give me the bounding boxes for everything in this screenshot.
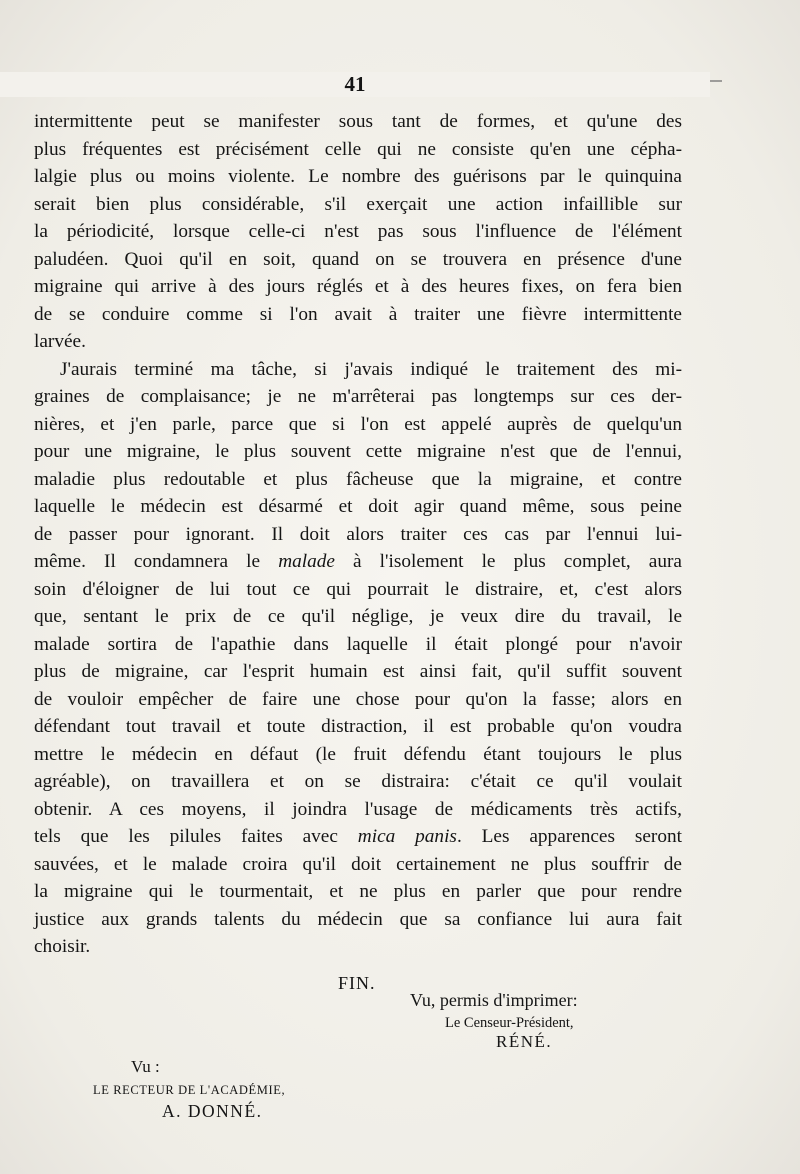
text-line: justice aux grands talents du médecin que sa confiance lui aura fait (34, 908, 682, 930)
text-line: nières, et j'en parle, parce que si l'on est appelé auprès de quelqu'un (34, 413, 682, 435)
text-line: maladie plus redoutable et plus fâcheuse que la migraine, et contre (34, 468, 682, 490)
text-line: migraine qui arrive à des jours réglés et à des heures fixes, on fera bien (34, 276, 682, 297)
text-line: de se conduire comme si l'on avait à traiter une fièvre intermittente (34, 303, 682, 325)
text-line: agréable), on travaillera et on se distraira: c'était ce qu'il voulait (34, 771, 682, 792)
text-line: même. Il condamnera le malade à l'isolement le plus complet, aura (34, 551, 682, 572)
text-line: serait bien plus considérable, s'il exerçait une action infaillible sur (34, 193, 682, 215)
text-line: de passer pour ignorant. Il doit alors traiter ces cas par l'ennui lui- (34, 523, 682, 545)
text-line: défendant tout travail et toute distraction, il est probable qu'on voudra (34, 716, 682, 737)
text-line: tels que les pilules faites avec mica panis. Les apparences seront (34, 826, 682, 847)
vu-label: Vu : (131, 1057, 160, 1076)
text-line: la périodicité, lorsque celle-ci n'est pas sous l'influence de l'élément (34, 221, 682, 242)
text-line: plus de migraine, car l'esprit humain est ainsi fait, qu'il suffit souvent (34, 661, 682, 682)
page-number-text: 41 (337, 72, 374, 96)
text-line: de vouloir empêcher de faire une chose pour qu'on la fasse; alors en (34, 688, 682, 710)
signature-rene: RÉNÉ. (496, 1032, 553, 1051)
text-line: paludéen. Quoi qu'il en soit, quand on se trouvera en présence d'une (34, 248, 682, 270)
fin-label: FIN. (338, 973, 376, 993)
text-line: sauvées, et le malade croira qu'il doit certainement ne plus souffrir de (34, 853, 682, 875)
text-line: larvée. (34, 331, 86, 352)
text-line: obtenir. A ces moyens, il joindra l'usage de médicaments très actifs, (34, 798, 682, 820)
italic-term: malade (278, 551, 335, 572)
signature-donne: A. DONNÉ. (162, 1101, 263, 1121)
page-number (0, 72, 710, 97)
text-line: lalgie plus ou moins violente. Le nombre des guérisons par le quinquina (34, 166, 682, 187)
text-line: la migraine qui le tourmentait, et ne plus en parler que pour rendre (34, 881, 682, 902)
text-line: graines de complaisance; je ne m'arrêterai pas longtemps sur ces der- (34, 386, 682, 407)
recteur-academie: LE RECTEUR DE L'ACADÉMIE, (93, 1083, 286, 1097)
text-line: plus fréquentes est précisément celle qui ne consiste qu'en une cépha- (34, 138, 682, 160)
text-line: choisir. (34, 936, 91, 957)
text-line: pour une migraine, le plus souvent cette migraine n'est que de l'ennui, (34, 441, 682, 462)
italic-term: mica panis (357, 826, 457, 847)
text-line: soin d'éloigner de lui tout ce qui pourrait le distraire, et, c'est alors (34, 578, 682, 600)
censeur-president: Le Censeur-Président, (445, 1015, 574, 1031)
text-line: malade sortira de l'apathie dans laquelle il était plongé pour n'avoir (34, 633, 682, 655)
text-line: mettre le médecin en défaut (le fruit défendu étant toujours le plus (34, 743, 682, 765)
vu-permis-imprimer: Vu, permis d'imprimer: (410, 990, 578, 1010)
text-line: J'aurais terminé ma tâche, si j'avais indiqué le traitement des mi- (60, 358, 682, 380)
text-line: intermittente peut se manifester sous tant de formes, et qu'une des (34, 111, 682, 132)
text-line: que, sentant le prix de ce qu'il néglige, je veux dire du travail, le (34, 606, 682, 627)
body-text (34, 108, 682, 961)
text-line: laquelle le médecin est désarmé et doit agir quand même, sous peine (34, 496, 682, 517)
